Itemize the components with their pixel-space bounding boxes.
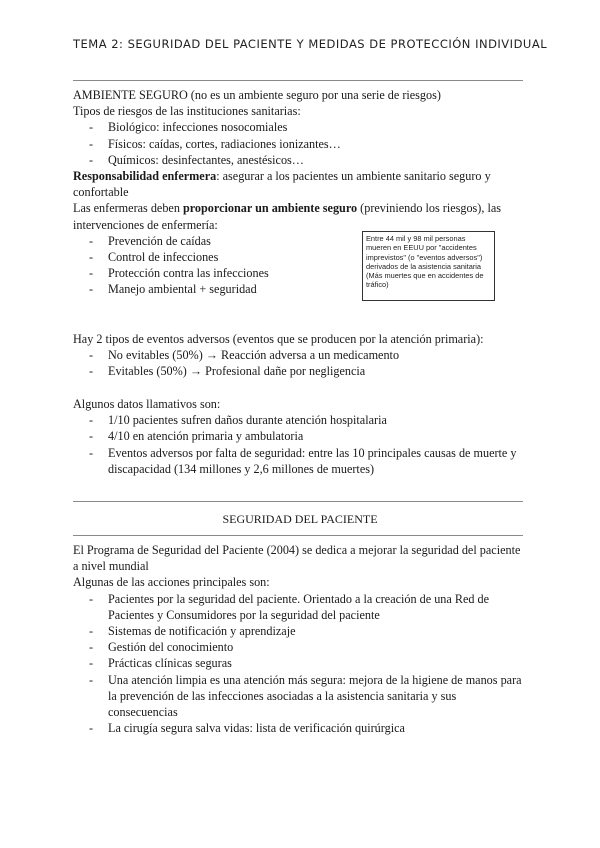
list-item: - Prevención de caídas <box>73 233 363 249</box>
acciones-intro: Algunas de las acciones principales son: <box>73 575 270 590</box>
enfermeras-pre: Las enfermeras deben <box>73 201 183 216</box>
section-heading: SEGURIDAD DEL PACIENTE <box>222 512 378 526</box>
note-box: Entre 44 mil y 98 mil personas mueren en EEUU por "accidentes imprevistos" (o "eventos adversos") derivados de la asistencia sanitaria (Más muertes que en accidentes de tráfico) <box>362 231 495 301</box>
acciones-list <box>73 591 523 737</box>
enfermeras-bold: proporcionar un ambiente seguro <box>182 201 358 216</box>
riesgos-intro: Tipos de riesgos de las instituciones sanitarias: <box>73 104 301 119</box>
eventos-section <box>73 331 523 380</box>
enfermeras-paragraph <box>73 200 523 232</box>
list-item: - Sistemas de notificación y aprendizaje <box>73 623 523 639</box>
seguridad-section <box>73 542 523 736</box>
list-item: - 1/10 pacientes sufren daños durante atención hospitalaria <box>73 412 523 428</box>
list-item: - Físicos: caídas, cortes, radiaciones ionizantes… <box>73 136 523 152</box>
intervenciones-list <box>73 233 363 298</box>
list-item: - Prácticas clínicas seguras <box>73 655 523 671</box>
eventos-list <box>73 347 523 379</box>
responsabilidad-paragraph <box>73 168 523 200</box>
divider <box>73 535 523 536</box>
list-item: - Biológico: infecciones nosocomiales <box>73 119 523 135</box>
list-item: - Protección contra las infecciones <box>73 265 363 281</box>
divider <box>73 80 523 81</box>
divider <box>73 501 523 502</box>
datos-intro: Algunos datos llamativos son: <box>73 397 221 411</box>
ambiente-heading: AMBIENTE SEGURO (no es un ambiente seguro por una serie de riesgos) <box>73 88 441 102</box>
datos-section <box>73 396 523 477</box>
eventos-intro: Hay 2 tipos de eventos adversos (eventos que se producen por la atención primaria): <box>73 332 484 346</box>
list-item: - Control de infecciones <box>73 249 363 265</box>
list-item: - Evitables (50%) → Profesional dañe por negligencia <box>73 363 523 379</box>
list-item: - Una atención limpia es una atención más segura: mejora de la higiene de manos para la prevención de las infecciones asociadas a la asistencia sanitaria y sus consecuencias <box>73 672 523 721</box>
list-item: - Pacientes por la seguridad del paciente. Orientado a la creación de una Red de Pacientes y Consumidores por la seguridad del paciente <box>73 591 523 623</box>
page-title: TEMA 2: SEGURIDAD DEL PACIENTE Y MEDIDAS DE PROTECCIÓN INDIVIDUAL <box>73 37 548 51</box>
list-item: - Gestión del conocimiento <box>73 639 523 655</box>
enfermeras-post: (previniendo los riesgos), las intervenciones de enfermería: <box>73 201 501 232</box>
list-item: - 4/10 en atención primaria y ambulatoria <box>73 428 523 444</box>
riesgos-list <box>73 119 523 168</box>
list-item: - La cirugía segura salva vidas: lista de verificación quirúrgica <box>73 720 523 736</box>
list-item: - Manejo ambiental + seguridad <box>73 281 363 297</box>
list-item: - Eventos adversos por falta de seguridad: entre las 10 principales causas de muerte y discapacidad (134 millones y 2,6 millones de muertes) <box>73 445 523 477</box>
list-item: - No evitables (50%) → Reacción adversa a un medicamento <box>73 347 523 363</box>
list-item: - Químicos: desinfectantes, anestésicos… <box>73 152 523 168</box>
programa-paragraph: El Programa de Seguridad del Paciente (2004) se dedica a mejorar la seguridad del paciente a nivel mundial <box>73 543 521 574</box>
responsabilidad-label: Responsabilidad enfermera <box>73 169 217 184</box>
responsabilidad-text: : asegurar a los pacientes un ambiente sanitario seguro y confortable <box>73 169 491 200</box>
datos-list <box>73 412 523 477</box>
